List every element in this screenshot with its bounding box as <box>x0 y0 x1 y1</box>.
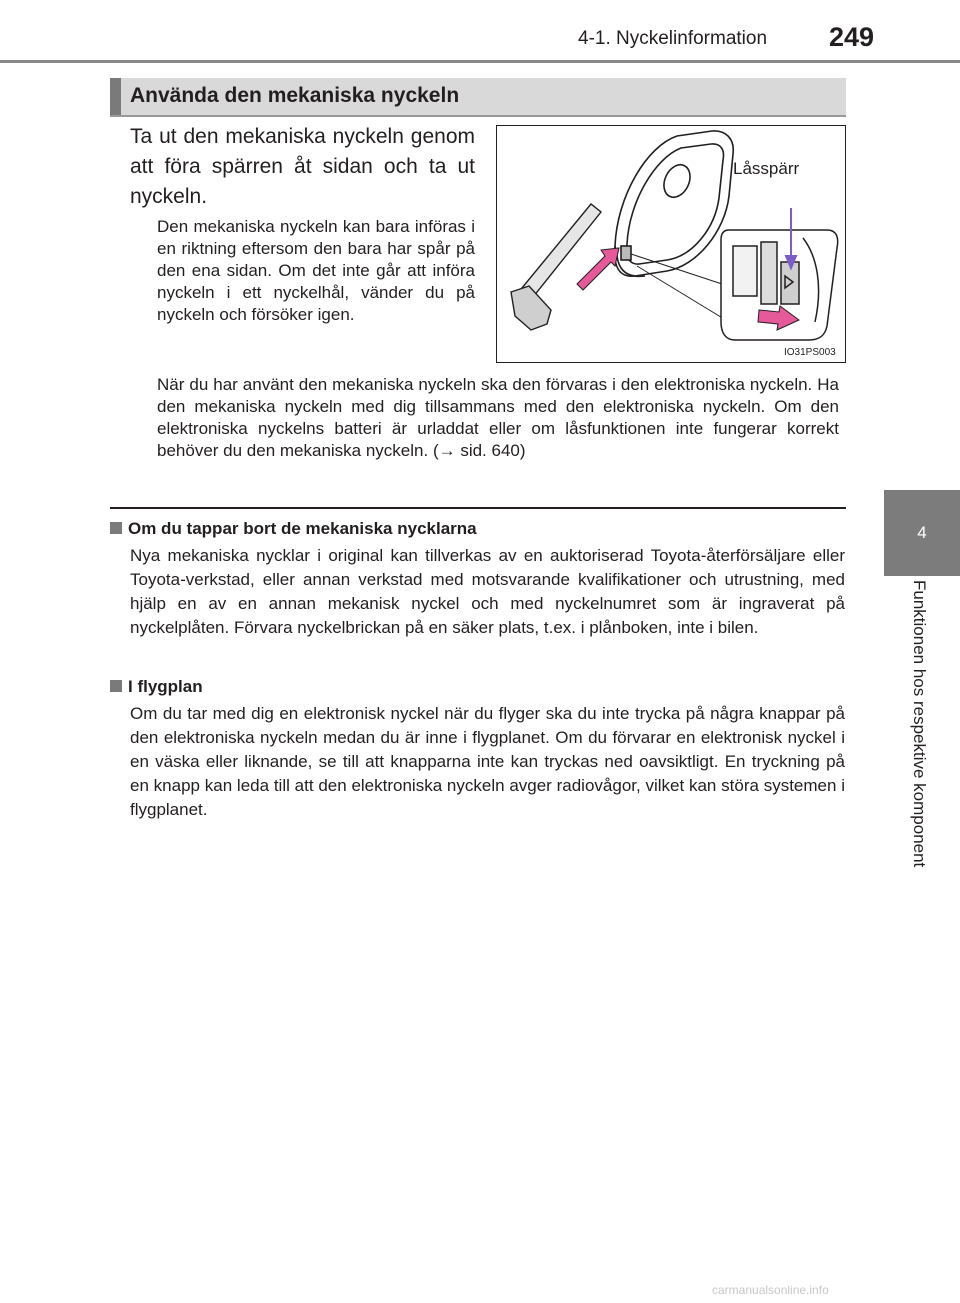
subsection-title: Om du tappar bort de mekaniska nycklarna <box>128 519 477 538</box>
chapter-tab: 4 <box>884 490 960 576</box>
lead-instruction: Ta ut den mekaniska nyckeln genom att föra spärren åt sidan och ta ut nyckeln. <box>130 125 475 208</box>
note-storage: När du har använt den mekaniska nyckeln ska den förvaras i den elektroniska nyckeln. Ha den mekaniska nyckeln med dig tillsammans med den elektroniska nyckeln. Om den elektroniska nyckelns batteri är urladdat eller om låsfunktionen inte fungerar korrekt behöver du den mekaniska nyckeln. (→ sid. 640) <box>157 375 839 460</box>
subsection-body: Nya mekaniska nycklar i original kan tillverkas av en auktoriserad Toyota-återförsäljare eller Toyota-verkstad, eller annan verkstad med motsvarande kvalifikationer och utrustning, med hjälp en av en annan mekanisk nyckel och med nyckelnumret som är ingraverat på nyckelplåten. Förvara nyckelbrickan på en säker plats, t.ex. i plånboken, inte i bilen. <box>130 546 845 637</box>
section-divider <box>110 507 846 509</box>
subsection-marker-icon <box>110 680 122 692</box>
subsection-lost-keys <box>110 517 845 640</box>
watermark: carmanualsonline.info <box>712 1283 829 1297</box>
section-heading-bar <box>110 78 846 117</box>
header-rule <box>0 60 960 63</box>
section-heading: Använda den mekaniska nyckeln <box>130 84 460 107</box>
section-heading-marker <box>110 78 121 115</box>
note-insert-direction: Den mekaniska nyckeln kan bara införas i en riktning eftersom den bara har spår på den ena sidan. Om det inte går att införa nyckeln i ett nyckelhål, vänder du på nyckeln och försöker igen. <box>157 217 475 324</box>
pull-direction-arrow-icon <box>577 248 619 290</box>
page-number: 249 <box>829 22 875 52</box>
subsection-marker-icon <box>110 522 122 534</box>
illustration-code: IO31PS003 <box>784 347 836 358</box>
lock-release-label: Låsspärr <box>733 159 800 178</box>
running-header-section: 4-1. Nyckelinformation <box>578 28 768 49</box>
subsection-title: I flygplan <box>128 677 203 696</box>
chapter-title-vertical: Funktionen hos respektive komponent <box>910 580 929 868</box>
subsection-body: Om du tar med dig en elektronisk nyckel när du flyger ska du inte trycka på några knappar på den elektroniska nyckeln medan du är inne i flygplanet. Om du förvarar en elektronisk nyckel i en väska eller liknande, se till att knapparna inte kan tryckas ned oavsiktligt. En tryckning på en knapp kan leda till att den elektroniska nyckeln avger radiovågor, vilket kan störa systemen i flygplanet. <box>130 704 845 819</box>
subsection-airplane <box>110 675 845 822</box>
mechanical-key-icon <box>511 204 601 330</box>
